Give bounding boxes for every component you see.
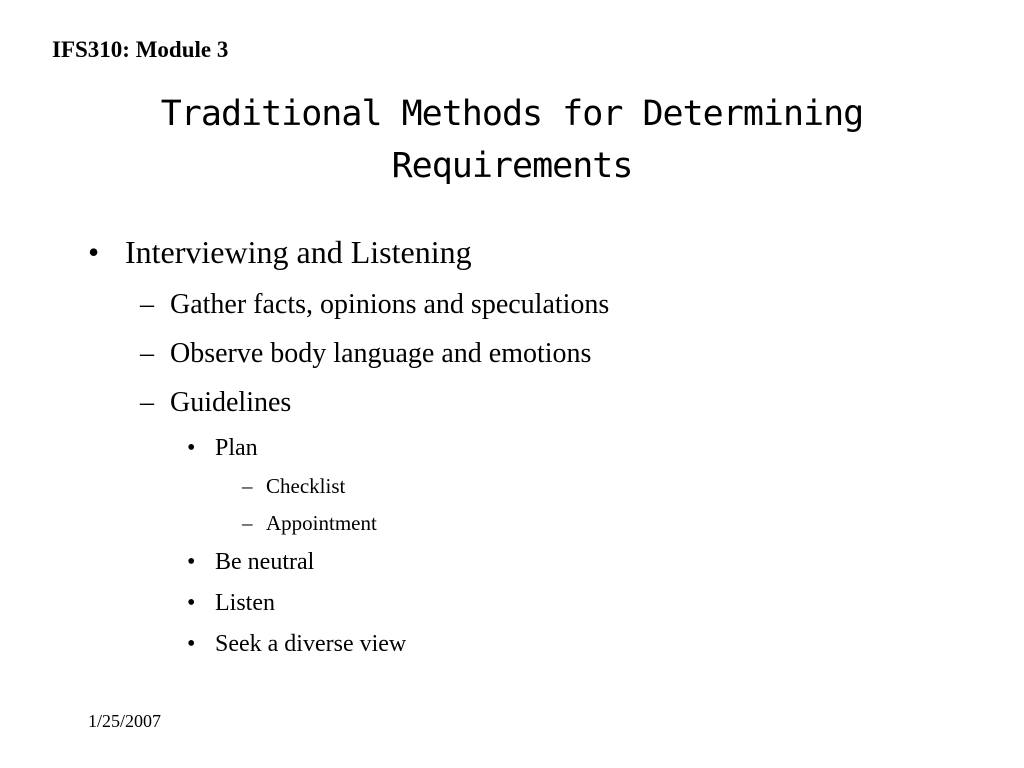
list-item xyxy=(242,474,346,498)
slide-title: Traditional Methods for Determining Requirements xyxy=(160,94,864,186)
bullet-icon: • xyxy=(187,435,196,461)
dash-icon: – xyxy=(140,338,154,369)
slide-date: 1/25/2007 xyxy=(88,711,162,731)
list-item xyxy=(187,548,315,576)
list-item-text: Plan xyxy=(215,435,258,461)
list-item-text: Guidelines xyxy=(170,387,292,418)
dash-icon: – xyxy=(140,387,154,418)
list-item xyxy=(187,630,407,658)
list-item-text: Interviewing and Listening xyxy=(125,234,472,270)
list-item-text: Listen xyxy=(215,590,275,616)
list-item-text: Checklist xyxy=(266,474,346,498)
bullet-icon: • xyxy=(187,590,196,616)
bullet-icon: • xyxy=(187,631,196,657)
list-item xyxy=(242,511,377,535)
list-item-text: Seek a diverse view xyxy=(215,631,407,657)
list-item xyxy=(187,589,275,617)
bullet-icon: • xyxy=(88,234,100,270)
dash-icon: – xyxy=(140,289,154,320)
list-item xyxy=(187,434,258,462)
list-item xyxy=(88,234,472,270)
list-item xyxy=(140,387,292,419)
slide-header: IFS310: Module 3 xyxy=(52,37,229,62)
list-item xyxy=(140,289,610,321)
dash-icon: – xyxy=(242,511,253,535)
list-item-text: Appointment xyxy=(266,511,377,535)
list-item xyxy=(140,338,592,370)
list-item-text: Be neutral xyxy=(215,549,315,575)
list-item-text: Gather facts, opinions and speculations xyxy=(170,289,610,320)
bullet-icon: • xyxy=(187,549,196,575)
list-item-text: Observe body language and emotions xyxy=(170,338,592,369)
dash-icon: – xyxy=(242,474,253,498)
